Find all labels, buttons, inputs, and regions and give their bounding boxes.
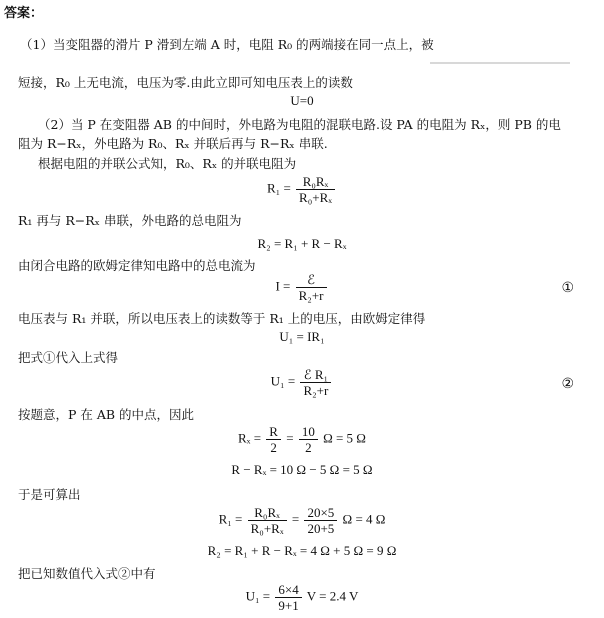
fraction-r-over-2 [266,424,281,455]
equation-u1-value-rhs: V = 2.4 V [306,588,359,604]
fraction-numerator: R [266,424,281,440]
equation-r-minus-rx: R − Rₓ = 10 Ω − 5 Ω = 5 Ω [231,462,373,477]
series-text: R₁ 再与 R−Rₓ 串联，外电路的总电阻为 [18,213,242,228]
equation-u1: U₁ = IR₁ [279,329,325,344]
ohm-law-text: 由闭合电路的欧姆定律知电路中的总电流为 [18,258,256,273]
equation-rx-lhs: Rₓ = [238,430,262,446]
answer-title: 答案： [4,6,44,21]
substitute-text: 把式①代入上式得 [18,350,119,365]
fraction-denominator: 9+1 [278,598,299,613]
fraction-denominator: R₀+Rₓ [299,190,333,205]
fraction-denominator: 20+5 [307,521,335,536]
equation-current [0,272,604,303]
equation-r1-value-lhs: R₁ = [218,511,243,527]
equation-label-1: ① [561,280,574,296]
fraction-current [296,272,327,303]
part1-line1: （1）当变阻器的滑片 P 滑到左端 A 时，电阻 R₀ 的两端接在同一点上，被 [20,37,434,52]
equation-current-lhs: I = [275,278,291,294]
known-values-text: 把已知数值代入式②中有 [18,566,156,581]
fraction-numerator: R₀Rₓ [296,174,335,190]
fraction-denominator: 2 [270,440,277,455]
voltmeter-text: 电压表与 R₁ 并联，所以电压表上的读数等于 R₁ 上的电压，由欧姆定律得 [18,311,426,326]
fraction-numerator: R₀Rₓ [248,505,287,521]
fraction-denominator: R₂+r [298,288,324,303]
part2-intro-line2: 阻为 R−Rₓ，外电路为 R₀、Rₓ 并联后再与 R−Rₓ 串联. [18,136,328,151]
parallel-formula-text: 根据电阻的并联公式知，R₀、Rₓ 的并联电阻为 [38,156,297,171]
equation-r1 [0,174,604,205]
fraction-denominator: 2 [305,440,312,455]
equation-u1-value-lhs: U₁ = [245,588,271,604]
equation-u1-formula-lhs: U₁ = [270,373,296,389]
fraction-r1-symbolic [248,505,287,536]
fraction-numerator: 6×4 [275,582,301,598]
scan-artifact [430,62,570,64]
fraction-numerator: 10 [299,424,318,440]
equation-r1-lhs: R₁ = [266,180,291,196]
equation-label-2: ② [561,376,574,392]
equation-u1-formula [0,367,604,398]
fraction-u1-numeric [275,582,301,613]
equation-u-zero: U=0 [290,93,314,108]
part2-intro-line1: （2）当 P 在变阻器 AB 的中间时，外电路为电阻的混联电路.设 PA 的电阻为 Rₓ，则 PB 的电 [38,117,561,132]
fraction-denominator: R₂+r [303,383,329,398]
fraction-u1 [300,367,331,398]
fraction-r1 [296,174,335,205]
fraction-r1-numeric [304,505,337,536]
equation-r2: R₂ = R₁ + R − Rₓ [257,236,347,251]
fraction-denominator: R₀+Rₓ [250,521,284,536]
midpoint-text: 按题意，P 在 AB 的中点，因此 [18,407,195,422]
fraction-numerator: ℰ [296,272,327,288]
equation-rx [0,424,604,455]
fraction-numerator: ℰ R₁ [300,367,331,383]
part1-line2: 短接，R₀ 上无电流，电压为零.由此立即可知电压表上的读数 [18,75,353,90]
equals-sign: = [286,430,294,446]
equals-sign: = [291,511,300,527]
equation-r1-value [0,505,604,536]
equation-r1-value-rhs: Ω = 4 Ω [342,511,386,527]
calculate-text: 于是可算出 [18,487,81,502]
fraction-numerator: 20×5 [304,505,337,521]
equation-rx-rhs: Ω = 5 Ω [323,430,366,446]
equation-r2-value: R₂ = R₁ + R − Rₓ = 4 Ω + 5 Ω = 9 Ω [207,543,397,558]
equation-u1-value [0,582,604,613]
fraction-10-over-2 [299,424,318,455]
